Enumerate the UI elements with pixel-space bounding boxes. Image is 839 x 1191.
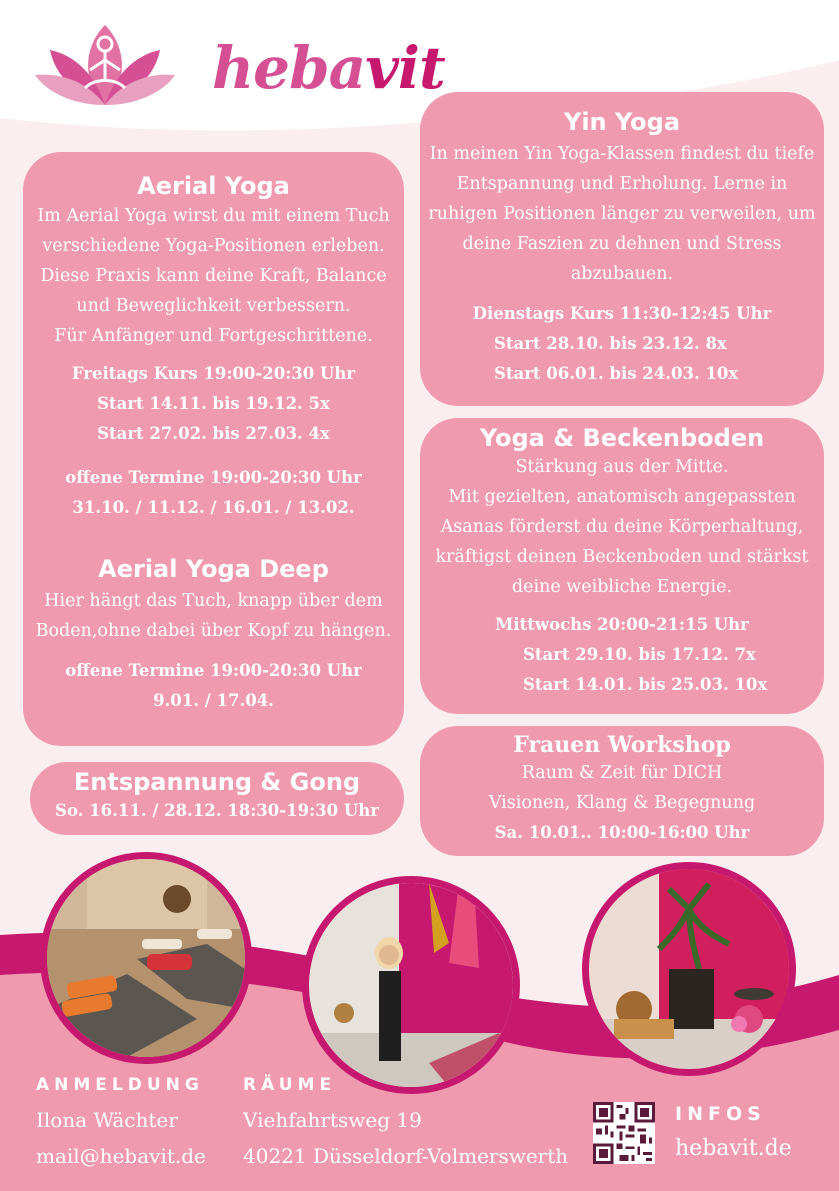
- beckenboden-card: [420, 418, 824, 714]
- yin-yoga-description: In meinen Yin Yoga-Klassen findest du tiefe Entspannung und Erholung. Lerne in ruhigen Positionen länger zu verweilen, um deine Faszien zu dehnen und Stress abzubauen.: [428, 144, 816, 284]
- aerial-yoga-open-dates: offene Termine 19:00-20:30 Uhr 31.10. / 11.12. / 16.01. / 13.02.: [65, 468, 362, 517]
- room-decor-photo: [582, 862, 796, 1076]
- gong-card: [30, 762, 404, 835]
- aerial-yoga-photo: [302, 876, 520, 1094]
- contact-email[interactable]: mail@hebavit.de: [36, 1144, 206, 1168]
- website-link[interactable]: hebavit.de: [675, 1136, 792, 1161]
- beckenboden-title: Yoga & Beckenboden: [479, 424, 765, 452]
- aerial-yoga-schedule: Freitags Kurs 19:00-20:30 Uhr Start 14.11. bis 19.12. 5x Start 27.02. bis 27.03. 4x: [71, 364, 356, 443]
- beckenboden-description: Stärkung aus der Mitte. Mit gezielten, anatomisch angepassten Asanas förderst du deine Körperhaltung, kräftigst deinen Beckenboden und stärkst deine weibliche Energie.: [435, 457, 809, 597]
- aerial-yoga-title: Aerial Yoga: [137, 172, 290, 200]
- anmeldung-label: ANMELDUNG: [36, 1075, 204, 1095]
- brand-logo: [30, 20, 445, 110]
- frauen-workshop-card: Frauen Workshop Raum & Zeit für DICH Visionen, Klang & Begegnung Sa. 10.01.. 10:00-16:00 Uhr: [420, 726, 824, 856]
- brand-name: hebavit: [212, 34, 445, 102]
- yoga-room-photo: [40, 852, 252, 1064]
- raeume-label: RÄUME: [243, 1075, 337, 1095]
- lotus-icon: [30, 20, 180, 110]
- contact-name: Ilona Wächter: [36, 1108, 178, 1132]
- aerial-yoga-deep-description: Hier hängt das Tuch, knapp über dem Boden,ohne dabei über Kopf zu hängen.: [35, 591, 392, 641]
- frauen-workshop-schedule: Sa. 10.01.. 10:00-16:00 Uhr: [494, 823, 750, 842]
- yin-yoga-card: [420, 92, 824, 406]
- gong-title: Entspannung & Gong: [73, 768, 361, 796]
- address-city: 40221 Düsseldorf-Volmerswerth: [243, 1144, 569, 1168]
- aerial-yoga-description: Im Aerial Yoga wirst du mit einem Tuch verschiedene Yoga-Positionen erleben. Diese Praxis kann deine Kraft, Balance und Beweglichkeit verbessern. Für Anfänger und Fortgeschrittene.: [37, 206, 390, 346]
- aerial-yoga-deep-open-dates: offene Termine 19:00-20:30 Uhr 9.01. / 17.04.: [65, 661, 362, 710]
- frauen-workshop-title: Frauen Workshop: [513, 732, 731, 758]
- gong-schedule: So. 16.11. / 28.12. 18:30-19:30 Uhr: [55, 801, 379, 820]
- yin-yoga-schedule: Dienstags Kurs 11:30-12:45 Uhr Start 28.10. bis 23.12. 8x Start 06.01. bis 24.03. 10x: [472, 304, 772, 383]
- qr-code-icon[interactable]: [593, 1102, 655, 1164]
- address-street: Viehfahrtsweg 19: [243, 1108, 422, 1132]
- aerial-yoga-deep-title: Aerial Yoga Deep: [98, 555, 329, 583]
- beckenboden-schedule: Mittwochs 20:00-21:15 Uhr Start 29.10. bis 17.12. 7x Start 14.01. bis 25.03. 10x: [495, 615, 768, 694]
- yin-yoga-title: Yin Yoga: [563, 108, 681, 136]
- aerial-yoga-card: [23, 152, 404, 746]
- infos-label: INFOS: [675, 1103, 766, 1125]
